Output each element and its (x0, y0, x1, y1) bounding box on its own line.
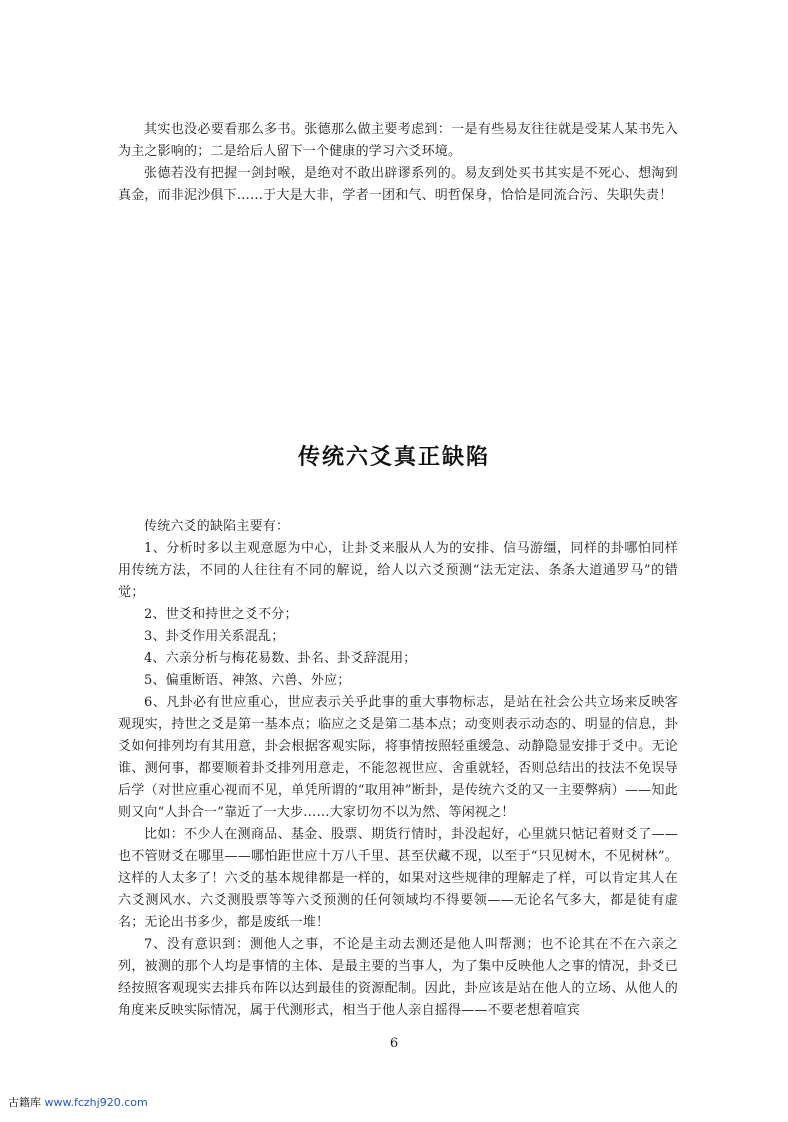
body-paragraph-example: 比如：不少人在测商品、基金、股票、期货行情时，卦没起好，心里就只惦记着财爻了——也不管财爻在哪里——哪怕距世应十万八千里、甚至伏藏不现，以至于“只见树木，不见树林”。这样的人太多了！六爻的基本规律都是一样的，如果对这些规律的理解走了样，可以肯定其人在六爻测风水、六爻测股票等等六爻预测的任何领域均不得要领——无论名气多大，都是徒有虚名；无论出书多少，都是废纸一堆！ (118, 827, 678, 930)
footer-brand: 古籍库 (8, 1096, 41, 1109)
intro-paragraph-2: 张德若没有把握一剑封喉，是绝对不敢出辟谬系列的。易友到处买书其实是不死心、想淘到真金，而非泥沙俱下……于大是大非，学者一团和气、明哲保身，恰恰是同流合污、失职失责！ (118, 166, 678, 203)
body-paragraph-item-3: 3、卦爻作用关系混乱； (144, 629, 285, 644)
page-number: 6 (389, 1036, 399, 1051)
intro-section (118, 119, 678, 207)
body-paragraph-intro: 传统六爻的缺陷主要有： (144, 519, 290, 534)
section-body (118, 516, 678, 1022)
body-paragraph-item-6: 6、凡卦必有世应重心，世应表示关乎此事的重大事物标志，是站在社会公共立场来反映客观现实，持世之爻是第一基本点；临应之爻是第二基本点；动变则表示动态的、明显的信息，卦爻如何排列均有其用意，卦会根据客观实际，将事情按照轻重缓急、动静隐显安排于爻中。无论谁、测何事，都要顺着卦爻排列用意走，不能忽视世应、舍重就轻，否则总结出的技法不免误导后学（对世应重心视而不见，单凭所谓的“取用神”断卦，是传统六爻的又一主要弊病）——知此则又向“人卦合一”靠近了一大步……大家切勿不以为然、等闲视之！ (118, 695, 678, 820)
body-paragraph-item-2: 2、世爻和持世之爻不分； (144, 607, 298, 622)
footer-site-link[interactable]: www.fczhj920.com (44, 1096, 148, 1109)
section-title: 传统六爻真正缺陷 (297, 445, 490, 470)
footer-watermark (8, 1094, 148, 1110)
intro-paragraph-1: 其实也没必要看那么多书。张德那么做主要考虑到：一是有些易友往往就是受某人某书先入为主之影响的；二是给后人留下一个健康的学习六爻环境。 (118, 122, 678, 159)
body-paragraph-item-1: 1、分析时多以主观意愿为中心，让卦爻来服从人为的安排、信马游缰，同样的卦哪怕同样用传统方法，不同的人往往有不同的解说，给人以六爻预测“法无定法、条条大道通罗马”的错觉； (118, 541, 678, 600)
body-paragraph-item-5: 5、偏重断语、神煞、六兽、外应； (144, 673, 351, 688)
body-paragraph-item-4: 4、六亲分析与梅花易数、卦名、卦爻辞混用； (144, 651, 417, 666)
body-paragraph-item-7: 7、没有意识到：测他人之事，不论是主动去测还是他人叫帮测；也不论其在不在六亲之列，被测的那个人均是事情的主体、是最主要的当事人，为了集中反映他人之事的情况，卦爻已经按照客观现实去排兵布阵以达到最佳的资源配制。因此，卦应该是站在他人的立场、从他人的角度来反映实际情况，属于代测形式，相当于他人亲自摇得——不要老想着喧宾 (118, 937, 678, 1018)
